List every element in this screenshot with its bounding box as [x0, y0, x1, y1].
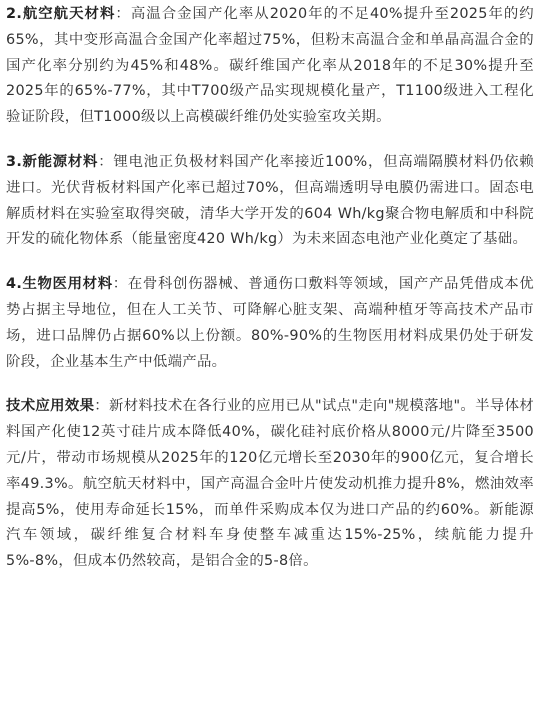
paragraph-application-effects — [6, 394, 534, 575]
paragraph-biomedical-materials — [6, 272, 534, 375]
paragraph-text: ：锂电池正负极材料国产化率接近100%，但高端隔膜材料仍依赖进口。光伏背板材料国产化率已超过70%，但高端透明导电膜仍需进口。固态电解质材料在实验室取得突破，清华大学开发的604 Wh/kg聚合物电解质和中科院开发的硫化物体系（能量密度420 Wh/kg）为未来固态电池产业化奠定了基础。 — [6, 153, 534, 248]
section-heading-aerospace: 2.航空航天材料 — [6, 6, 116, 22]
paragraph-text: ：新材料技术在各行业的应用已从"试点"走向"规模落地"。半导体材料国产化使12英寸硅片成本降低40%，碳化硅衬底价格从8000元/片降至3500元/片，带动市场规模从2025年的120亿元增长至2030年的900亿元，复合增长率49.3%。航空航天材料中，国产高温合金叶片使发动机推力提升8%，燃油效率提高5%，使用寿命延长15%，而单件采购成本仅为进口产品的约60%。新能源汽车领域，碳纤维复合材料车身使整车减重达15%-25%，续航能力提升5%-8%，但成本仍然较高，是铝合金的5-8倍。 — [6, 398, 534, 570]
paragraph-text: ：在骨科创伤器械、普通伤口敷料等领域，国产产品凭借成本优势占据主导地位，但在人工关节、可降解心脏支架、高端种植牙等高技术产品市场，进口品牌仍占据60%以上份额。80%-90%的生物医用材料成果仍处于研发阶段，企业基本生产中低端产品。 — [6, 276, 535, 370]
paragraph-new-energy-materials — [6, 150, 534, 253]
paragraph-aerospace-materials — [6, 2, 534, 131]
section-heading-biomedical: 4.生物医用材料 — [6, 276, 113, 293]
section-heading-new-energy: 3.新能源材料 — [6, 153, 99, 170]
paragraph-text: ：高温合金国产化率从2020年的不足40%提升至2025年的约65%，其中变形高温合金国产化率超过75%，但粉末高温合金和单晶高温合金的国产化率分别约为45%和48%。碳纤维国产化率从2018年的不足30%提升至2025年的65%-77%，其中T700级产品实现规模化量产，T1100级进入工程化验证阶段，但T1000级以上高模碳纤维仍处实验室攻关期。 — [6, 6, 534, 126]
section-heading-application-effects: 技术应用效果 — [6, 398, 95, 415]
